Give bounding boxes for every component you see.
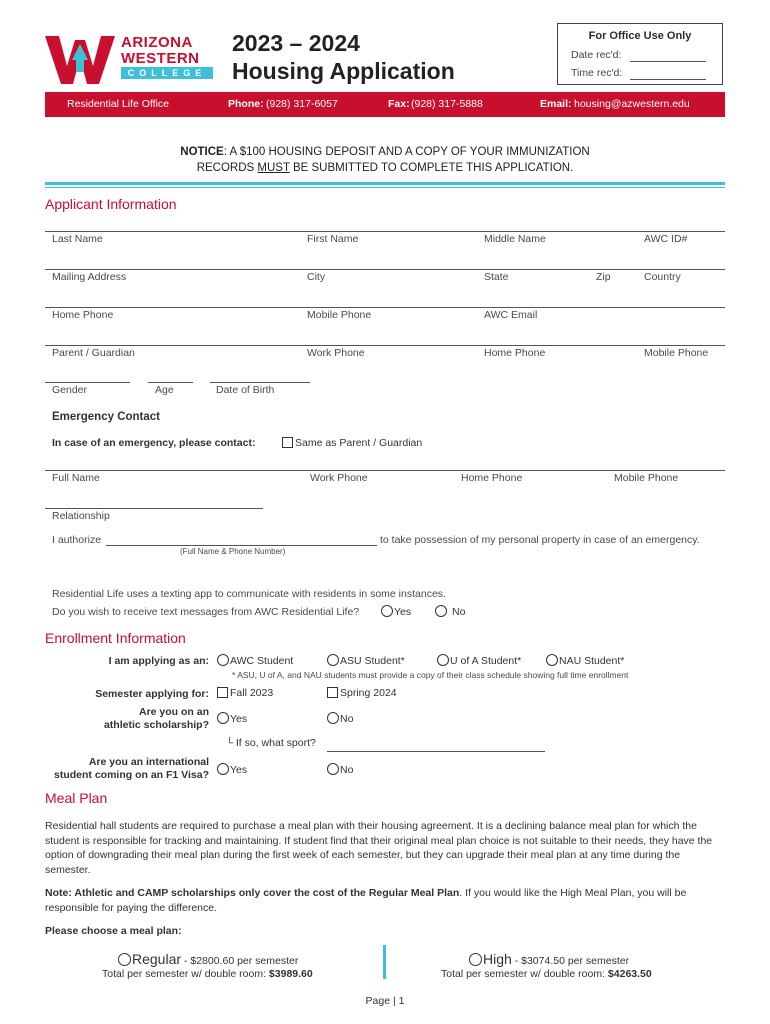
regular-plan-radio[interactable]: [118, 951, 298, 967]
authorize-label-b: to take possession of my personal property in case of an emergency.: [380, 534, 700, 546]
intl-yes-radio[interactable]: [217, 763, 247, 776]
applicant-row2-line[interactable]: [45, 269, 725, 270]
athletic-yes-radio[interactable]: [217, 712, 247, 725]
athletic-label-1: Are you on an: [138, 706, 209, 718]
zip-label: Zip: [596, 271, 611, 283]
high-plan-radio[interactable]: [469, 951, 629, 967]
country-label: Country: [644, 271, 681, 283]
athletic-label-2: athletic scholarship?: [103, 719, 209, 731]
authorize-field[interactable]: [106, 545, 377, 546]
emergency-mobile-phone-label: Mobile Phone: [614, 472, 679, 484]
applicant-row1-line[interactable]: [45, 231, 725, 232]
gender-label: Gender: [52, 384, 88, 396]
regular-double-label: Total per semester w/ double room:: [102, 968, 269, 980]
applying-as-label: I am applying as an:: [108, 655, 209, 667]
office-use-box: [557, 23, 723, 85]
city-label: City: [307, 271, 326, 283]
gender-field[interactable]: [45, 382, 130, 383]
meal-description: Residential hall students are required to purchase a meal plan with their housing agreement. It is a declining balance meal plan for which the student is responsible for tracking and maintaining. If student find that their original meal plan choice is not suitable to their needs, they have the option of downgrading their meal plan during the first week of each semester, but they can upgrade their meal plan at any time during the semester.: [45, 820, 713, 876]
texting-yes-radio[interactable]: [381, 605, 411, 618]
same-as-parent-label: Same as Parent / Guardian: [295, 437, 423, 449]
time-received-label: Time rec'd:: [571, 67, 623, 79]
athletic-no-radio[interactable]: [327, 712, 353, 725]
radio-icon: [217, 654, 229, 666]
high-double-label: Total per semester w/ double room:: [441, 968, 608, 980]
dob-label: Date of Birth: [216, 384, 275, 396]
radio-icon: [217, 763, 229, 775]
notice-label: NOTICE: [180, 146, 224, 158]
emergency-row1-line[interactable]: [45, 470, 725, 471]
last-name-label: Last Name: [52, 233, 103, 245]
fall-2023-label: Fall 2023: [230, 687, 274, 699]
emergency-title: Emergency Contact: [52, 411, 161, 423]
emergency-prompt: In case of an emergency, please contact:: [52, 437, 256, 449]
first-name-label: First Name: [307, 233, 359, 245]
enrollment-section-title: Enrollment Information: [45, 630, 186, 646]
intl-yes-label: Yes: [230, 764, 248, 776]
radio-icon: [217, 712, 229, 724]
same-as-parent-checkbox[interactable]: [282, 437, 422, 449]
mailing-address-label: Mailing Address: [52, 271, 127, 283]
notice-divider-thin: [45, 187, 725, 188]
notice: [45, 144, 725, 176]
texting-no-label: No: [452, 606, 466, 618]
radio-icon: [327, 763, 339, 775]
title-year: 2023 – 2024: [232, 30, 360, 56]
notice-line2-a: RECORDS: [196, 162, 258, 174]
enrollment-footnote: * ASU, U of A, and NAU students must provide a copy of their class schedule showing full time enrollment: [232, 670, 629, 680]
logo-line3: COLLEGE: [121, 67, 213, 79]
meal-section-title: Meal Plan: [45, 790, 108, 806]
email-label: Email:: [540, 98, 572, 110]
age-field[interactable]: [148, 382, 193, 383]
emergency-home-phone-label: Home Phone: [461, 472, 523, 484]
sport-field[interactable]: [327, 751, 545, 752]
fall-2023-checkbox[interactable]: [217, 687, 273, 699]
notice-must: MUST: [257, 162, 290, 174]
authorize-label-a: I authorize: [52, 534, 102, 546]
office-title: For Office Use Only: [588, 30, 692, 42]
texting-yes-label: Yes: [394, 606, 412, 618]
regular-double-price: $3989.60: [268, 968, 313, 980]
radio-icon: [118, 953, 131, 966]
high-plan-name: High: [483, 951, 512, 967]
intl-label-2: student coming on an F1 Visa?: [54, 769, 209, 781]
meal-note-label: Note: [45, 887, 69, 899]
logo-line2: WESTERN: [121, 50, 200, 67]
high-plan-price: - $3074.50 per semester: [511, 955, 630, 967]
relationship-field[interactable]: [45, 508, 263, 509]
fax-value: (928) 317-5888: [411, 98, 483, 110]
meal-note: [45, 886, 725, 915]
radio-icon: [546, 654, 558, 666]
radio-icon: [437, 654, 449, 666]
checkbox-icon: [327, 687, 338, 698]
meal-choose-label: Please choose a meal plan:: [45, 925, 182, 937]
intl-no-label: No: [340, 764, 354, 776]
middle-name-label: Middle Name: [484, 233, 546, 245]
asu-student-label: ASU Student*: [340, 655, 405, 667]
texting-no-radio[interactable]: [435, 605, 465, 618]
parent-work-phone-label: Work Phone: [307, 347, 365, 359]
meal-note-bold: : Athletic and CAMP scholarships only cover the cost of the Regular Meal Plan: [68, 887, 460, 899]
intl-no-radio[interactable]: [327, 763, 353, 776]
nau-student-label: NAU Student*: [559, 655, 625, 667]
emergency-full-name-label: Full Name: [52, 472, 100, 484]
parent-home-phone-label: Home Phone: [484, 347, 546, 359]
ua-student-label: U of A Student*: [450, 655, 522, 667]
contact-bar: [45, 92, 725, 117]
awc-email-label: AWC Email: [484, 309, 538, 321]
notice-line1: : A $100 HOUSING DEPOSIT AND A COPY OF YOUR IMMUNIZATION: [223, 146, 590, 158]
title-name: Housing Application: [232, 58, 455, 84]
fax-label: Fax:: [388, 98, 410, 110]
regular-double-room: [102, 968, 313, 980]
asu-student-radio[interactable]: [327, 654, 405, 667]
applicant-row3-line[interactable]: [45, 307, 725, 308]
radio-icon: [435, 605, 447, 617]
parent-mobile-phone-label: Mobile Phone: [644, 347, 709, 359]
notice-divider: [45, 182, 725, 185]
notice-line2-b: BE SUBMITTED TO COMPLETE THIS APPLICATION.: [289, 162, 574, 174]
texting-info: Residential Life uses a texting app to communicate with residents in some instances.: [52, 588, 446, 600]
mobile-phone-label: Mobile Phone: [307, 309, 372, 321]
radio-icon: [381, 605, 393, 617]
meal-note-rest: . If you would like the High Meal Plan, you will be responsible for paying the difference.: [45, 887, 687, 914]
spring-2024-label: Spring 2024: [340, 687, 397, 699]
home-phone-label: Home Phone: [52, 309, 114, 321]
state-label: State: [484, 271, 509, 283]
phone-label: Phone:: [228, 98, 264, 110]
date-received-field[interactable]: [630, 61, 706, 62]
nau-student-radio[interactable]: [546, 654, 624, 667]
dob-field[interactable]: [210, 382, 310, 383]
regular-plan-price: - $2800.60 per semester: [181, 955, 299, 967]
radio-icon: [327, 712, 339, 724]
branch-arrow-icon: └: [226, 738, 236, 749]
emergency-work-phone-label: Work Phone: [310, 472, 368, 484]
college-logo: [45, 30, 215, 84]
athletic-yes-label: Yes: [230, 713, 248, 725]
logo-mark-icon: [45, 30, 115, 84]
office-name: Residential Life Office: [67, 98, 169, 110]
radio-icon: [469, 953, 482, 966]
page-number: Page | 1: [365, 995, 405, 1007]
time-received-field[interactable]: [630, 79, 706, 80]
high-double-room: [441, 968, 652, 980]
regular-plan-name: Regular: [132, 951, 182, 967]
radio-icon: [327, 654, 339, 666]
awc-id-label: AWC ID#: [644, 233, 688, 245]
intl-label-1: Are you an international: [88, 756, 209, 768]
age-label: Age: [155, 384, 174, 396]
spring-2024-checkbox[interactable]: [327, 687, 397, 699]
texting-question: Do you wish to receive text messages from AWC Residential Life?: [52, 606, 360, 618]
applicant-section-title: Applicant Information: [45, 196, 177, 212]
parent-guardian-label: Parent / Guardian: [52, 347, 135, 359]
authorize-hint: (Full Name & Phone Number): [180, 547, 286, 556]
meal-divider: [383, 945, 386, 979]
phone-value: (928) 317-6057: [266, 98, 338, 110]
checkbox-icon: [282, 437, 293, 448]
logo-line1: ARIZONA: [121, 34, 193, 51]
awc-student-label: AWC Student: [230, 655, 294, 667]
checkbox-icon: [217, 687, 228, 698]
athletic-no-label: No: [340, 713, 354, 725]
applicant-row4-line[interactable]: [45, 345, 725, 346]
semester-label: Semester applying for:: [95, 688, 209, 700]
email-value[interactable]: housing@azwestern.edu: [574, 98, 690, 110]
sport-prompt: [226, 737, 316, 749]
sport-prompt-label: If so, what sport?: [235, 737, 316, 749]
ua-student-radio[interactable]: [437, 654, 521, 667]
relationship-label: Relationship: [52, 510, 110, 522]
high-double-price: $4263.50: [607, 968, 652, 980]
date-received-label: Date rec'd:: [571, 49, 622, 61]
awc-student-radio[interactable]: [217, 654, 293, 667]
